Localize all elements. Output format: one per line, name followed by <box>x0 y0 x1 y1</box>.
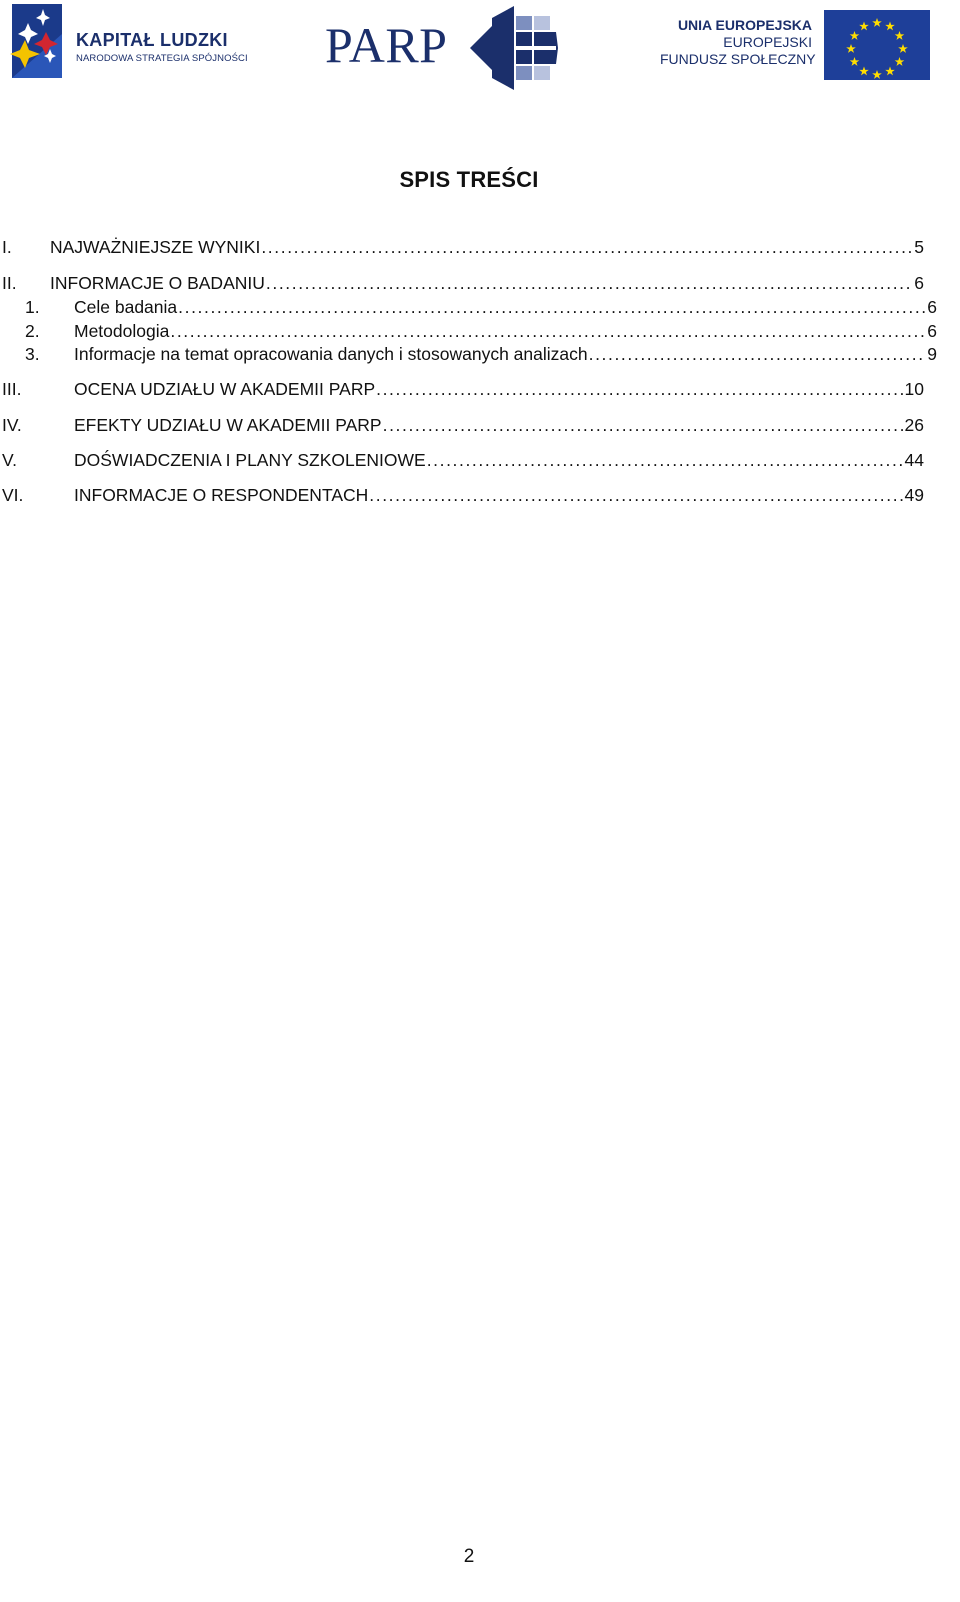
toc-dot-leader <box>427 449 904 471</box>
toc-entry[interactable] <box>2 378 924 400</box>
toc-entry-number: 3. <box>25 344 40 364</box>
toc-entry-page: 6 <box>914 273 924 293</box>
toc-title: SPIS TREŚCI <box>399 167 539 192</box>
toc-subentry[interactable] <box>25 296 937 318</box>
toc-dot-leader <box>376 378 903 400</box>
toc-entry-number: VI. <box>2 485 24 505</box>
toc-entry-text: EFEKTY UDZIAŁU W AKADEMII PARP <box>74 415 382 435</box>
toc-entry[interactable] <box>2 484 924 506</box>
page-number: 2 <box>463 1546 475 1567</box>
parp-logo <box>325 6 560 90</box>
toc-dot-leader <box>589 343 927 365</box>
toc-entry-page: 6 <box>927 321 937 341</box>
toc-entry-page: 44 <box>904 450 924 470</box>
toc-entry-number: II. <box>2 273 17 293</box>
toc-entry-text: OCENA UDZIAŁU W AKADEMII PARP <box>74 379 376 399</box>
toc-entry-number: V. <box>2 450 17 470</box>
toc-entry-text: Cele badania <box>74 297 178 317</box>
eu-flag-icon <box>824 10 930 80</box>
toc-entry[interactable] <box>2 449 924 471</box>
toc-entry-number: III. <box>2 379 22 399</box>
toc-entry-page: 26 <box>904 415 924 435</box>
toc-entry-text: Metodologia <box>74 321 170 341</box>
parp-arrow-icon <box>470 6 558 90</box>
eu-line-european: EUROPEJSKI <box>723 34 812 50</box>
toc-entry-text: DOŚWIADCZENIA I PLANY SZKOLENIOWE <box>74 450 426 470</box>
toc-entry[interactable] <box>2 272 924 294</box>
eu-fund-label <box>660 17 816 68</box>
toc-entry-number: IV. <box>2 415 22 435</box>
toc-entry-number: I. <box>2 237 12 257</box>
toc-dot-leader <box>170 320 926 342</box>
toc-entry[interactable] <box>2 414 924 436</box>
toc-entry-text: INFORMACJE O RESPONDENTACH <box>74 485 369 505</box>
toc-entry-text: INFORMACJE O BADANIU <box>50 273 265 293</box>
toc-dot-leader <box>261 236 913 258</box>
document-header <box>0 0 960 95</box>
toc-entry-number: 2. <box>25 321 40 341</box>
kapital-ludzki-emblem-icon <box>10 4 68 78</box>
toc-subentry[interactable] <box>25 320 937 342</box>
kapital-ludzki-title: KAPITAŁ LUDZKI <box>76 30 228 50</box>
toc-entry-text: Informacje na temat opracowania danych i stosowanych analizach <box>74 344 588 364</box>
toc-subentry[interactable] <box>25 343 937 365</box>
toc-entry[interactable] <box>2 236 924 258</box>
toc-entry-page: 6 <box>927 297 937 317</box>
eu-line-union: UNIA EUROPEJSKA <box>677 17 812 33</box>
toc-entry-page: 10 <box>904 379 924 399</box>
toc-dot-leader <box>369 484 903 506</box>
parp-wordmark: PARP <box>325 17 448 73</box>
toc-dot-leader <box>383 414 904 436</box>
toc-entry-page: 49 <box>904 485 924 505</box>
toc-entry-number: 1. <box>25 297 40 317</box>
toc-dot-leader <box>178 296 926 318</box>
kapital-ludzki-subtitle: NARODOWA STRATEGIA SPÓJNOŚCI <box>76 53 248 64</box>
eu-line-social-fund: FUNDUSZ SPOŁECZNY <box>660 51 816 67</box>
toc-entry-page: 9 <box>927 344 937 364</box>
kapital-ludzki-logo <box>10 4 250 78</box>
toc-entry-page: 5 <box>914 237 924 257</box>
toc-dot-leader <box>266 272 913 294</box>
toc-entry-text: NAJWAŻNIEJSZE WYNIKI <box>50 237 261 257</box>
